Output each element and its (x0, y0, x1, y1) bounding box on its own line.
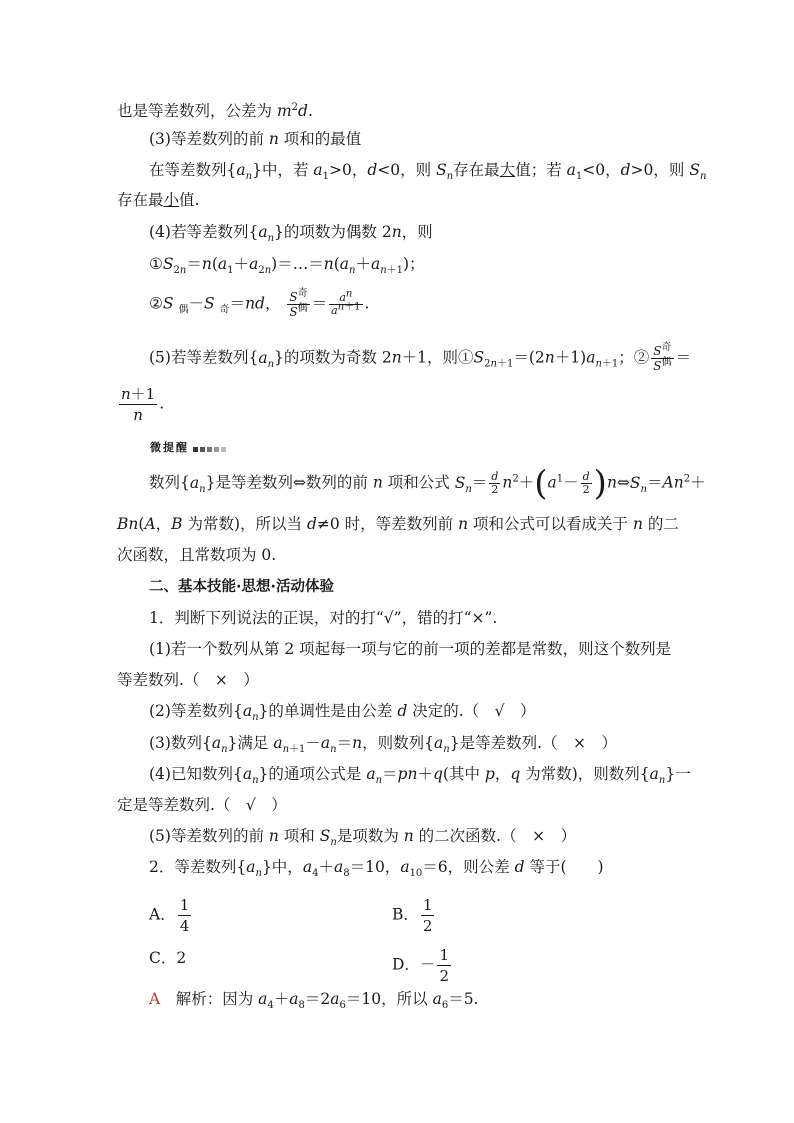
text-line: 在等差数列$\{a_n\}$中，若 $a_1>0$，d<0，则 $S_n$存在最大值；若 $a_1<0$，d>0，则 $S_n$ (149, 161, 707, 183)
statement-3: (3)数列$\{a_n\}$满足 $a_{n+1}-a_n=n$，则数列$\{a_n\}$是等差数列.（ × ） (149, 734, 617, 756)
answer-letter: A (149, 990, 161, 1008)
tip-line: 次函数，且常数项为 0. (117, 546, 277, 564)
question-1: 1．判断下列说法的正误，对的打“√”，错的打“×”. (149, 609, 498, 627)
statement-1: (1)若一个数列从第 2 项起每一项与它的前一项的差都是常数，则这个数列是 (149, 640, 672, 658)
text-line: 也是等差数列，公差为 $m^2d$. (117, 101, 313, 120)
text-line: 存在最小值. (117, 191, 200, 209)
section-heading: 二、基本技能·思想·活动体验 (149, 579, 335, 595)
tip-line: Bn(A，B 为常数)，所以当 d≠0 时，等差数列前 n 项和公式可以看成关于 n 的二 (117, 515, 679, 533)
statement-1-cont: 等差数列.（ × ） (117, 671, 259, 689)
option-c: C．2 (149, 949, 187, 967)
statement-4-cont: 定是等差数列.（ √ ） (117, 796, 287, 814)
formula-line: ②S $_偶$－S $_奇$＝nd， $\frac{S^奇}{S^偶}$ ＝ $\frac{a^n}{a^{n+1}}$ . (149, 288, 370, 319)
statement-2: (2)等差数列$\{a_n\}$的单调性是由公差 d 决定的.（ √ ） (149, 702, 536, 724)
statement-5: (5)等差数列的前 n 项和 $S_n$是项数为 n 的二次函数.（ × ） (149, 827, 577, 849)
tip-bar-icon (193, 437, 228, 457)
formula-line: $①S_{2n}=n(a_1+a_{2n})=\dots=n(a_n+a_{n+1})$； (149, 255, 425, 277)
answer-line: A 解析：因为 $a_4+a_8=2a_6=10$，所以 $a_6=5$. (149, 990, 479, 1012)
heading-5: (5)若等差数列$\{a_n\}$的项数为奇数 2n＋1，则$①S_{2n+1}=(2n+1)a_{n+1}$；② $\frac{S^奇}{S^偶}$ ＝ (149, 342, 692, 373)
option-d: D．－ $\frac{1}{2}$ (392, 946, 449, 985)
heading-3: (3)等差数列的前 n 项和的最值 (149, 130, 362, 148)
tip-line: 数列$\{a_n\}$是等差数列⇔数列的前 n 项和公式 $S_n=$ $\frac{d}{2}$ $n^2+(a^1-$ $\frac{d}{2}$ )$n\Leftrightarrow S_n=An^2+$ (149, 463, 706, 504)
formula-continuation: $\frac{n+1}{n}$ . (121, 385, 165, 424)
heading-4: (4)若等差数列$\{a_n\}$的项数为偶数 2n，则 (149, 223, 433, 245)
question-2: 2．等差数列$\{a_n\}$中，$a_4+a_8=10$，$a_{10}=6$，则公差 d 等于( ) (149, 858, 604, 880)
option-b: B． $\frac{1}{2}$ (392, 896, 433, 935)
option-a: A． $\frac{1}{4}$ (149, 896, 190, 935)
tip-label: 微提醒 (150, 436, 228, 458)
statement-4: (4)已知数列$\{a_n\}$的通项公式是 $a_n=pn+q$(其中 p，q 为常数)，则数列$\{a_n\}$一 (149, 765, 691, 787)
